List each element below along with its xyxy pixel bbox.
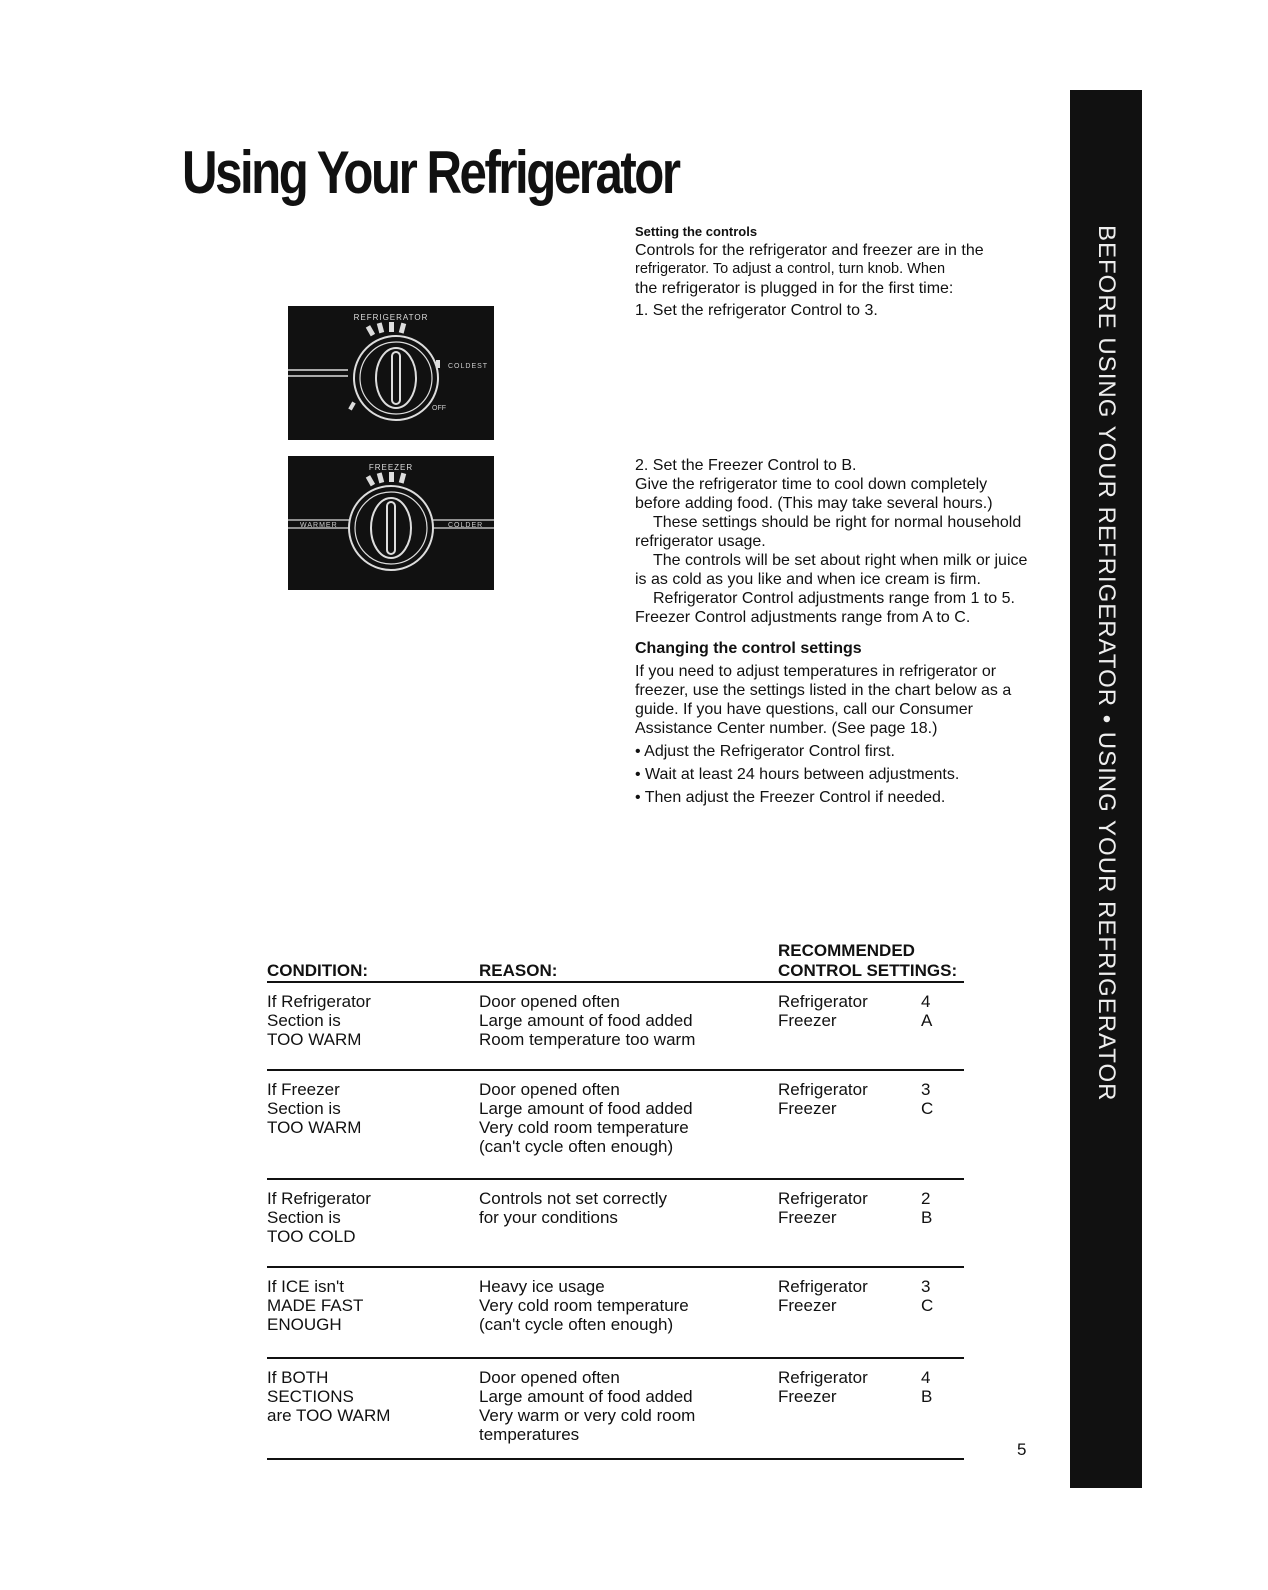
freezer-dial-label: FREEZER — [368, 463, 414, 472]
section-tab-sidebar — [1070, 90, 1142, 1488]
table-body — [267, 981, 964, 1460]
cell-line: Large amount of food added — [479, 1099, 693, 1118]
cell-line: B — [921, 1208, 933, 1227]
control-value-cell — [921, 1080, 951, 1118]
page-number: 5 — [1017, 1440, 1027, 1459]
bullet-item: • Adjust the Refrigerator Control first. — [635, 743, 895, 760]
cell-line: 2 — [921, 1189, 931, 1208]
table-row — [267, 981, 964, 1069]
table-row — [267, 1357, 964, 1460]
paragraph: These settings should be right for normal household refrigerator usage. — [635, 514, 1022, 550]
reason-cell — [479, 1080, 769, 1156]
cell-line: TOO COLD — [267, 1227, 356, 1246]
cell-line: Large amount of food added — [479, 1011, 693, 1030]
header-reason: REASON: — [479, 961, 558, 980]
paragraph: Refrigerator Control adjustments range from 1 to 5. Freezer Control adjustments range from A to C. — [635, 590, 1015, 626]
bullet-item: • Wait at least 24 hours between adjustments. — [635, 766, 960, 783]
header-control-settings: CONTROL SETTINGS: — [778, 961, 958, 980]
table-row — [267, 1266, 964, 1357]
step-1: 1. Set the refrigerator Control to 3. — [635, 302, 878, 319]
cell-line: Refrigerator — [778, 1080, 868, 1099]
cell-line: for your conditions — [479, 1208, 618, 1227]
cell-line: 3 — [921, 1277, 931, 1296]
table-row — [267, 1178, 964, 1266]
cell-line: If Refrigerator — [267, 1189, 371, 1208]
cell-line: Room temperature too warm — [479, 1030, 696, 1049]
table-header — [267, 937, 964, 981]
reason-cell — [479, 1368, 769, 1444]
cell-line: Freezer — [778, 1387, 837, 1406]
cell-line: Freezer — [778, 1208, 837, 1227]
intro-line: the refrigerator is plugged in for the first time: — [635, 280, 954, 297]
cell-line: Refrigerator — [778, 1368, 868, 1387]
off-label: OFF — [432, 405, 446, 412]
cell-line: SECTIONS — [267, 1387, 354, 1406]
cell-line: Refrigerator — [778, 1189, 868, 1208]
cell-line: TOO WARM — [267, 1030, 362, 1049]
cell-line: Very cold room temperature — [479, 1296, 689, 1315]
cell-line: C — [921, 1296, 934, 1315]
cell-line: Large amount of food added — [479, 1387, 693, 1406]
condition-cell — [267, 1080, 467, 1137]
cell-line: Refrigerator — [778, 1277, 868, 1296]
intro-line: Controls for the refrigerator and freezer are in the — [635, 242, 984, 259]
cell-line: Door opened often — [479, 992, 620, 1011]
control-value-cell — [921, 1189, 951, 1227]
control-name-cell — [778, 1277, 898, 1315]
refrigerator-control-illustration — [288, 306, 494, 440]
paragraph: The controls will be set about right when milk or juice is as cold as you like and when ice cream is firm. — [635, 552, 1028, 588]
bullet-item: • Then adjust the Freezer Control if needed. — [635, 789, 946, 806]
cell-line: Door opened often — [479, 1368, 620, 1387]
cell-line: are TOO WARM — [267, 1406, 391, 1425]
colder-label: COLDER — [448, 522, 484, 529]
setting-controls-heading: Setting the controls — [635, 224, 758, 239]
cell-line: Section is — [267, 1011, 341, 1030]
instructions-column — [635, 222, 1035, 320]
cell-line: Freezer — [778, 1296, 837, 1315]
cell-line: 3 — [921, 1080, 931, 1099]
control-value-cell — [921, 1277, 951, 1315]
cell-line: Section is — [267, 1208, 341, 1227]
page-title: Using Your Refrigerator — [182, 139, 679, 206]
intro-line: refrigerator. To adjust a control, turn knob. When — [635, 261, 946, 277]
paragraph: Give the refrigerator time to cool down completely before adding food. (This may take several hours.) — [635, 476, 993, 512]
cell-line: If Refrigerator — [267, 992, 371, 1011]
cell-line: If ICE isn't — [267, 1277, 344, 1296]
control-name-cell — [778, 1368, 898, 1406]
reason-cell — [479, 1277, 769, 1334]
cell-line: Section is — [267, 1099, 341, 1118]
control-name-cell — [778, 1189, 898, 1227]
instructions-column-lower — [635, 456, 1035, 807]
cell-line: If BOTH — [267, 1368, 329, 1387]
condition-cell — [267, 992, 467, 1049]
cell-line: Heavy ice usage — [479, 1277, 605, 1296]
control-name-cell — [778, 1080, 898, 1118]
step-2: 2. Set the Freezer Control to B. — [635, 457, 857, 474]
warmer-label: WARMER — [300, 522, 338, 529]
reason-cell — [479, 1189, 769, 1227]
cell-line: C — [921, 1099, 934, 1118]
condition-cell — [267, 1277, 467, 1334]
cell-line: 4 — [921, 1368, 931, 1387]
coldest-label: COLDEST — [448, 363, 489, 370]
reason-cell — [479, 992, 769, 1049]
cell-line: If Freezer — [267, 1080, 340, 1099]
header-condition: CONDITION: — [267, 961, 369, 980]
cell-line: Freezer — [778, 1099, 837, 1118]
cell-line: Controls not set correctly — [479, 1189, 668, 1208]
cell-line: Refrigerator — [778, 992, 868, 1011]
control-value-cell — [921, 992, 951, 1030]
cell-line: Very cold room temperature — [479, 1118, 689, 1137]
cell-line: TOO WARM — [267, 1118, 362, 1137]
cell-line: (can't cycle often enough) — [479, 1137, 674, 1156]
cell-line: MADE FAST — [267, 1296, 364, 1315]
cell-line: Freezer — [778, 1011, 837, 1030]
cell-line: (can't cycle often enough) — [479, 1315, 674, 1334]
changing-settings-heading: Changing the control settings — [635, 640, 862, 657]
cell-line: Door opened often — [479, 1080, 620, 1099]
table-row — [267, 1069, 964, 1178]
cell-line: temperatures — [479, 1425, 580, 1444]
paragraph: If you need to adjust temperatures in refrigerator or freezer, use the settings listed in the chart below as a guide. If you have questions, call our Consumer Assistance Center number. (See page 18.) — [635, 663, 1012, 737]
control-settings-table — [267, 937, 964, 1460]
cell-line: 4 — [921, 992, 931, 1011]
sidebar-label: BEFORE USING YOUR REFRIGERATOR • USING YOUR REFRIGERATOR — [1093, 225, 1120, 1102]
cell-line: A — [921, 1011, 933, 1030]
cell-line: Very warm or very cold room — [479, 1406, 696, 1425]
cell-line: ENOUGH — [267, 1315, 342, 1334]
control-value-cell — [921, 1368, 951, 1406]
freezer-control-illustration — [288, 456, 494, 590]
cell-line: B — [921, 1387, 933, 1406]
condition-cell — [267, 1189, 467, 1246]
header-recommended: RECOMMENDED — [778, 941, 915, 960]
refrigerator-dial-label: REFRIGERATOR — [353, 313, 429, 322]
control-name-cell — [778, 992, 898, 1030]
condition-cell — [267, 1368, 467, 1425]
